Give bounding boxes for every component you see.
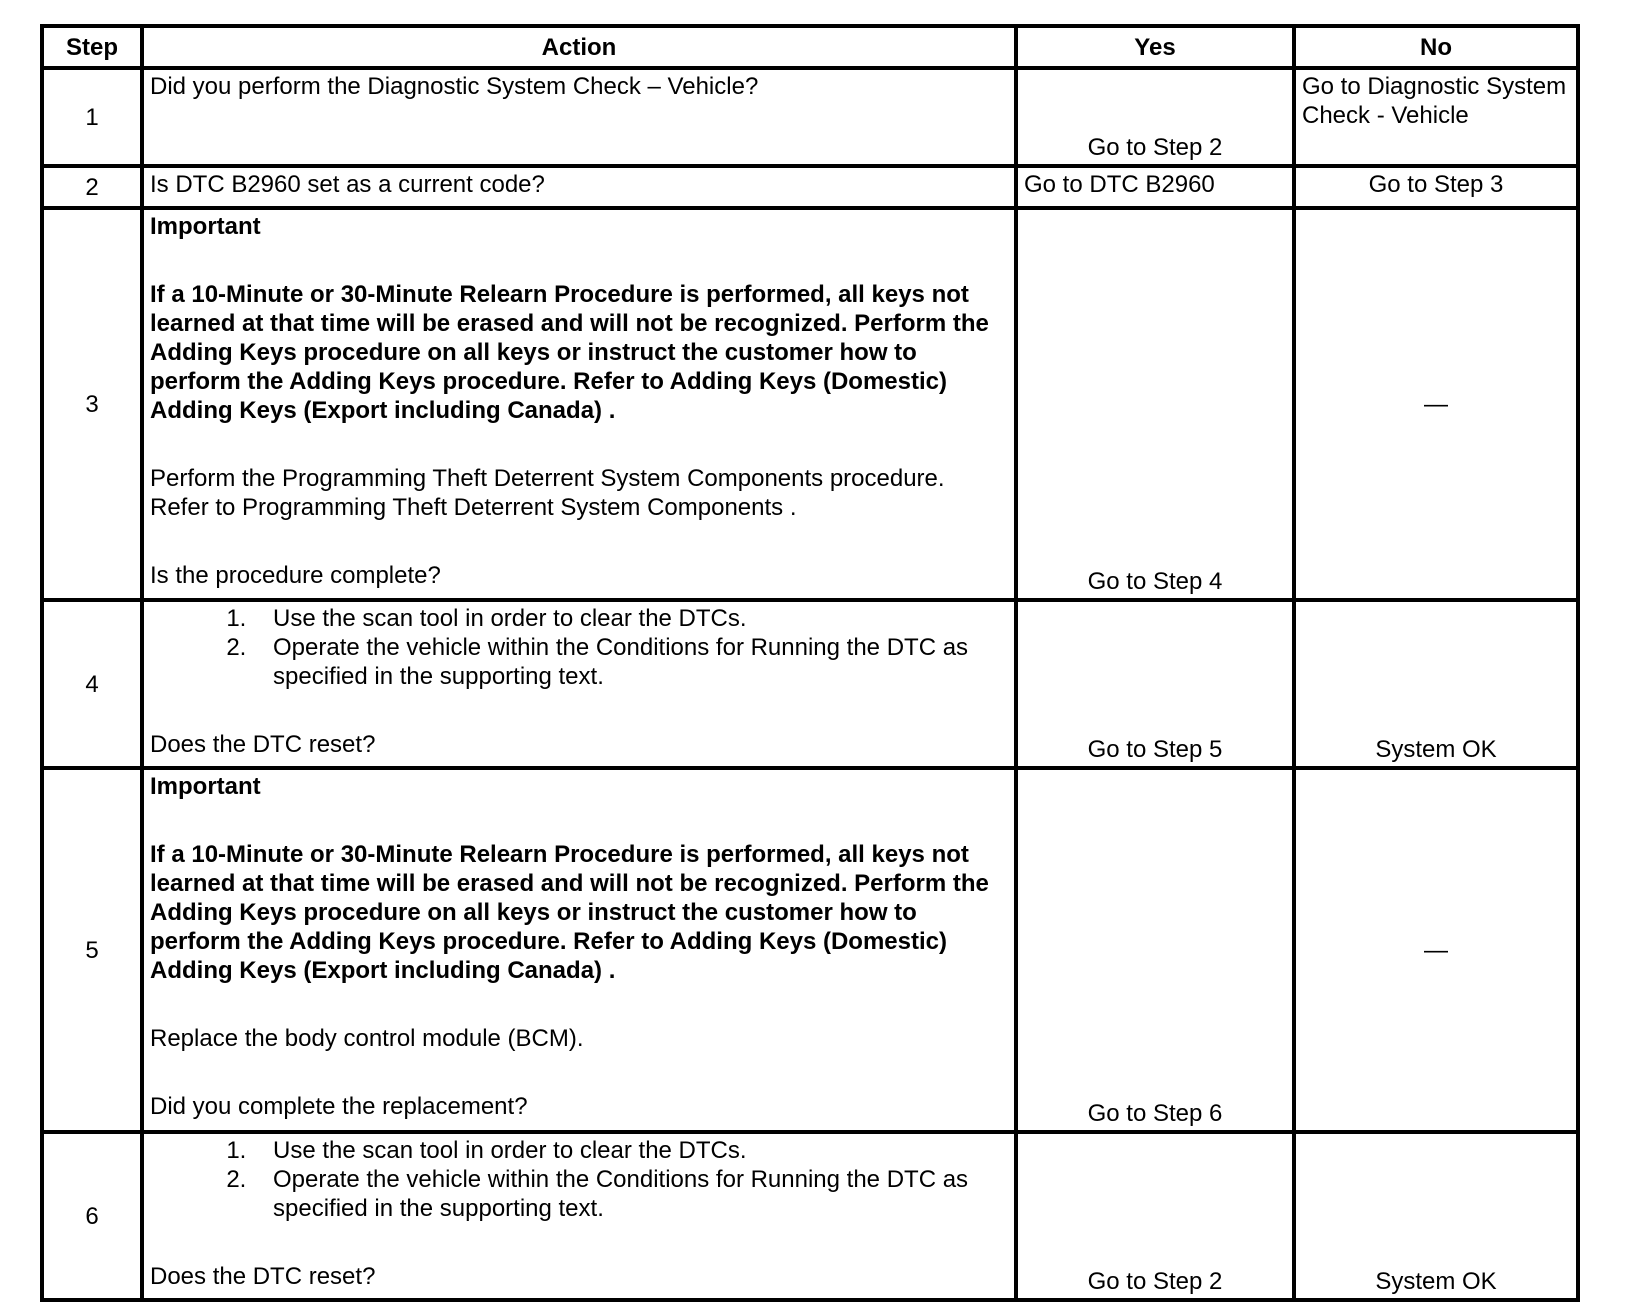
header-action: Action <box>142 26 1016 68</box>
header-yes: Yes <box>1016 26 1294 68</box>
action-cell <box>142 768 1016 1132</box>
action-question: Did you complete the replacement? <box>150 1093 528 1120</box>
list-item: 2. Operate the vehicle within the Conditions for Running the DTC as specified in the supporting text. <box>253 633 1008 691</box>
yes-outcome: Go to Step 4 <box>1016 208 1294 600</box>
step-number: 5 <box>42 768 142 1132</box>
list-item: 1. Use the scan tool in order to clear the DTCs. <box>253 1136 1008 1165</box>
step-number: 6 <box>42 1132 142 1300</box>
table-row <box>42 166 1578 208</box>
table-row <box>42 68 1578 166</box>
important-note: If a 10-Minute or 30-Minute Relearn Procedure is performed, all keys not learned at that time will be erased and will not be recognized. Perform the Adding Keys procedure on all keys or instruct the customer how to perform the Adding Keys procedure. Refer to Adding Keys (Domestic) Adding Keys (Export including Canada) . <box>150 841 989 984</box>
action-cell <box>142 600 1016 768</box>
table-header-row <box>42 26 1578 68</box>
table-row <box>42 600 1578 768</box>
no-outcome: System OK <box>1294 600 1578 768</box>
action-question: Did you perform the Diagnostic System Check – Vehicle? <box>142 68 1016 166</box>
step-number: 1 <box>42 68 142 166</box>
procedure-list <box>150 1136 1008 1223</box>
no-outcome: System OK <box>1294 1132 1578 1300</box>
yes-outcome: Go to DTC B2960 <box>1016 166 1294 208</box>
yes-outcome: Go to Step 2 <box>1016 68 1294 166</box>
action-cell <box>142 208 1016 600</box>
action-question: Does the DTC reset? <box>150 731 376 758</box>
step-number: 2 <box>42 166 142 208</box>
header-no: No <box>1294 26 1578 68</box>
procedure-list <box>150 604 1008 691</box>
no-outcome: — <box>1294 768 1578 1132</box>
important-label: Important <box>150 213 261 240</box>
important-note: If a 10-Minute or 30-Minute Relearn Procedure is performed, all keys not learned at that time will be erased and will not be recognized. Perform the Adding Keys procedure on all keys or instruct the customer how to perform the Adding Keys procedure. Refer to Adding Keys (Domestic) Adding Keys (Export including Canada) . <box>150 281 989 424</box>
no-outcome: Go to Diagnostic System Check - Vehicle <box>1294 68 1578 166</box>
list-item: 2. Operate the vehicle within the Conditions for Running the DTC as specified in the supporting text. <box>253 1165 1008 1223</box>
yes-outcome: Go to Step 6 <box>1016 768 1294 1132</box>
action-cell <box>142 1132 1016 1300</box>
yes-outcome: Go to Step 2 <box>1016 1132 1294 1300</box>
action-instruction: Replace the body control module (BCM). <box>150 1025 584 1052</box>
no-outcome: — <box>1294 208 1578 600</box>
header-step: Step <box>42 26 142 68</box>
step-number: 4 <box>42 600 142 768</box>
action-question: Is DTC B2960 set as a current code? <box>142 166 1016 208</box>
no-outcome: Go to Step 3 <box>1294 166 1578 208</box>
step-number: 3 <box>42 208 142 600</box>
diagnostic-table <box>40 24 1580 1302</box>
action-question: Does the DTC reset? <box>150 1263 376 1290</box>
important-label: Important <box>150 773 261 800</box>
table-row <box>42 208 1578 600</box>
table-row <box>42 768 1578 1132</box>
action-instruction: Perform the Programming Theft Deterrent System Components procedure. Refer to Programming Theft Deterrent System Components . <box>150 465 945 521</box>
list-item: 1. Use the scan tool in order to clear the DTCs. <box>253 604 1008 633</box>
table-row <box>42 1132 1578 1300</box>
action-question: Is the procedure complete? <box>150 562 441 589</box>
yes-outcome: Go to Step 5 <box>1016 600 1294 768</box>
